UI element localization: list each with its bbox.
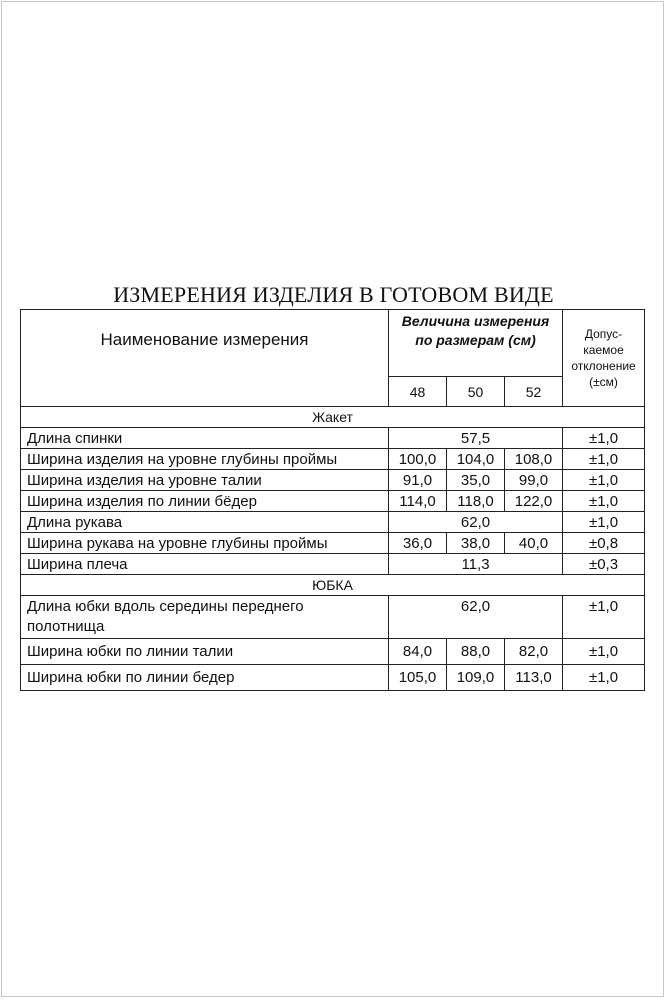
- row-value-48: 36,0: [389, 533, 447, 554]
- table-row: [21, 639, 645, 665]
- page-title: ИЗМЕРЕНИЯ ИЗДЕЛИЯ В ГОТОВОМ ВИДЕ: [113, 282, 554, 307]
- table-row: [21, 665, 645, 691]
- table-row: [21, 533, 645, 554]
- row-value-48: 91,0: [389, 470, 447, 491]
- row-tolerance: ±1,0: [563, 491, 645, 512]
- row-tolerance: ±1,0: [563, 449, 645, 470]
- row-name: [21, 596, 389, 639]
- row-name: Ширина плеча: [21, 554, 389, 575]
- header-tolerance: [563, 310, 645, 407]
- header-tol-line2: каемое: [583, 343, 624, 357]
- row-name: Ширина изделия на уровне талии: [21, 470, 389, 491]
- row-tolerance: ±1,0: [563, 596, 645, 639]
- row-value-merged: 62,0: [389, 596, 563, 639]
- table-row: [21, 470, 645, 491]
- row-name-line1: Длина юбки вдоль середины переднего: [27, 598, 304, 615]
- row-value-52: 82,0: [505, 639, 563, 665]
- row-name: Ширина юбки по линии бедер: [21, 665, 389, 691]
- section-title-skirt: ЮБКА: [21, 575, 645, 596]
- header-value-line1: Величина измерения: [401, 313, 550, 329]
- row-value-52: 40,0: [505, 533, 563, 554]
- row-value-50: 38,0: [447, 533, 505, 554]
- header-tol-line1: Допус-: [584, 327, 623, 341]
- table-row: [21, 428, 645, 449]
- row-tolerance: ±1,0: [563, 639, 645, 665]
- row-value-50: 88,0: [447, 639, 505, 665]
- row-value-50: 118,0: [447, 491, 505, 512]
- header-measurement-value: [389, 310, 563, 377]
- table-row: [21, 512, 645, 533]
- size-52: 52: [505, 377, 563, 407]
- row-value-48: 114,0: [389, 491, 447, 512]
- row-name: Длина спинки: [21, 428, 389, 449]
- header-measurement-name: Наименование измерения: [21, 310, 389, 407]
- row-value-merged: 62,0: [389, 512, 563, 533]
- row-name: Ширина рукава на уровне глубины проймы: [21, 533, 389, 554]
- header-value-line2: по размерам (см): [415, 332, 536, 348]
- row-tolerance: ±1,0: [563, 512, 645, 533]
- section-row-skirt: [21, 575, 645, 596]
- table-row: [21, 491, 645, 512]
- row-name-line2: полотнища: [27, 618, 105, 635]
- row-value-50: 104,0: [447, 449, 505, 470]
- header-tol-line3: отклонение: [571, 359, 636, 373]
- row-value-50: 35,0: [447, 470, 505, 491]
- table-header-row: [21, 310, 645, 377]
- section-row-jacket: [21, 407, 645, 428]
- row-tolerance: ±1,0: [563, 428, 645, 449]
- row-value-48: 84,0: [389, 639, 447, 665]
- row-name: Длина рукава: [21, 512, 389, 533]
- row-tolerance: ±1,0: [563, 665, 645, 691]
- row-value-52: 99,0: [505, 470, 563, 491]
- table-row: [21, 449, 645, 470]
- row-tolerance: ±0,3: [563, 554, 645, 575]
- row-value-merged: 57,5: [389, 428, 563, 449]
- header-tol-line4: (±см): [589, 375, 618, 389]
- row-value-merged: 11,3: [389, 554, 563, 575]
- section-title-jacket: Жакет: [21, 407, 645, 428]
- size-48: 48: [389, 377, 447, 407]
- row-value-52: 122,0: [505, 491, 563, 512]
- row-tolerance: ±1,0: [563, 470, 645, 491]
- measurements-table: [20, 309, 645, 691]
- row-name: Ширина изделия на уровне глубины проймы: [21, 449, 389, 470]
- row-value-50: 109,0: [447, 665, 505, 691]
- row-value-48: 100,0: [389, 449, 447, 470]
- size-50: 50: [447, 377, 505, 407]
- row-name: Ширина юбки по линии талии: [21, 639, 389, 665]
- row-tolerance: ±0,8: [563, 533, 645, 554]
- table-row: [21, 554, 645, 575]
- table-row: [21, 596, 645, 639]
- row-name: Ширина изделия по линии бёдер: [21, 491, 389, 512]
- row-value-52: 113,0: [505, 665, 563, 691]
- row-value-48: 105,0: [389, 665, 447, 691]
- row-value-52: 108,0: [505, 449, 563, 470]
